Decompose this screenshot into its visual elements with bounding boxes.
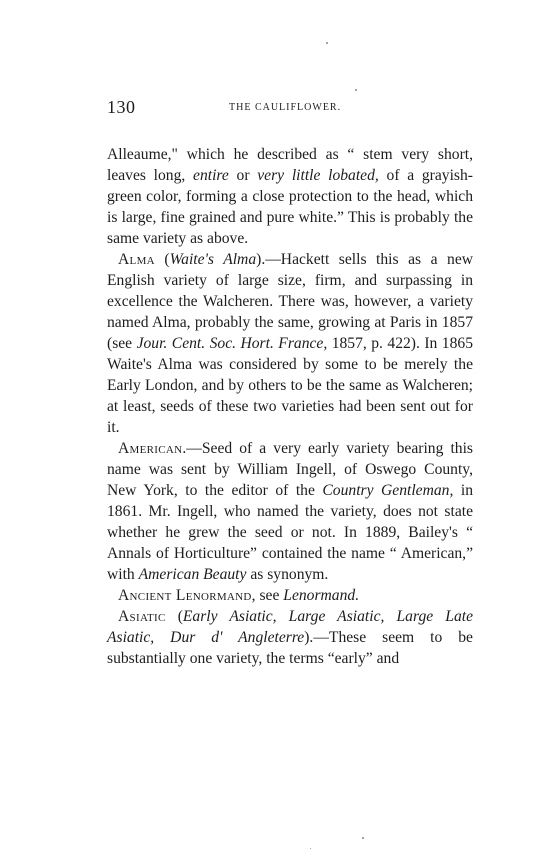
text-run: Alleaume," which he described as “ stem very short, leaves long,: [107, 146, 473, 184]
text-run: of a grayish-green color, forming a close protection to the head, which is large, fine grained and pure white.” This is probably the same variety as above.: [107, 167, 473, 247]
italic-text: Jour. Cent. Soc. Hort. France,: [136, 335, 328, 352]
text-run: 1857, p. 422). In 1865 Waite's Alma was considered by some to be merely the Early London, and by others to be the same as Walcheren; at least, seeds of these two varieties had been sent out for it.: [107, 335, 473, 436]
running-head: THE CAULIFLOWER.: [229, 102, 342, 113]
entry-heading: Ancient Lenormand: [118, 587, 252, 604]
italic-text: Lenormand.: [283, 587, 360, 604]
paper-speck: [326, 42, 328, 44]
paragraph-ancient-lenormand: [107, 585, 473, 606]
text-run: ).—Hackett sells this as a new English variety of large size, firm, and surpassing in excellence the Walcheren. There was, however, a variety named Alma, probably the same, growing at Paris in 1857 (see: [107, 251, 474, 352]
italic-text: Waite's Alma: [169, 251, 257, 268]
paragraph-alma: [107, 249, 473, 438]
text-run: ).—These seem to be substantially one variety, the terms “early” and: [107, 629, 473, 667]
italic-text: entire: [193, 167, 229, 184]
italic-text: very little lobated,: [257, 167, 379, 184]
paper-speck: [310, 848, 311, 849]
paper-speck: [355, 89, 357, 91]
entry-heading: Asiatic: [118, 608, 166, 625]
text-run: in 1861. Mr. Ingell, who named the variety, does not state whether he grew the seed or not. In 1889, Bailey's “ Annals of Horticulture” contained the name “ American,” with: [107, 482, 473, 583]
entry-heading: American: [118, 440, 183, 457]
text-run: or: [228, 167, 258, 184]
paragraph-american: [107, 438, 473, 585]
paragraph-asiatic: [107, 606, 473, 669]
page-header: [107, 97, 473, 123]
paper-speck: [362, 837, 364, 839]
body-text: [107, 144, 473, 669]
italic-text: Early Asiatic, Large Asiatic, Large Late Asiatic, Dur d' Angleterre: [107, 608, 474, 646]
italic-text: American Beauty: [138, 566, 247, 583]
text-run: (: [165, 608, 183, 625]
text-run: .—Seed of a very early variety bearing this name was sent by William Ingell, of Oswego County, New York, to the editor of the: [107, 440, 473, 499]
paragraph-alleaume: [107, 144, 473, 249]
italic-text: Country Gentleman,: [322, 482, 454, 499]
text-run: (: [154, 251, 170, 268]
entry-heading: Alma: [118, 251, 155, 268]
text-run: , see: [251, 587, 284, 604]
text-run: as synonym.: [246, 566, 329, 583]
page-number: 130: [107, 97, 136, 117]
